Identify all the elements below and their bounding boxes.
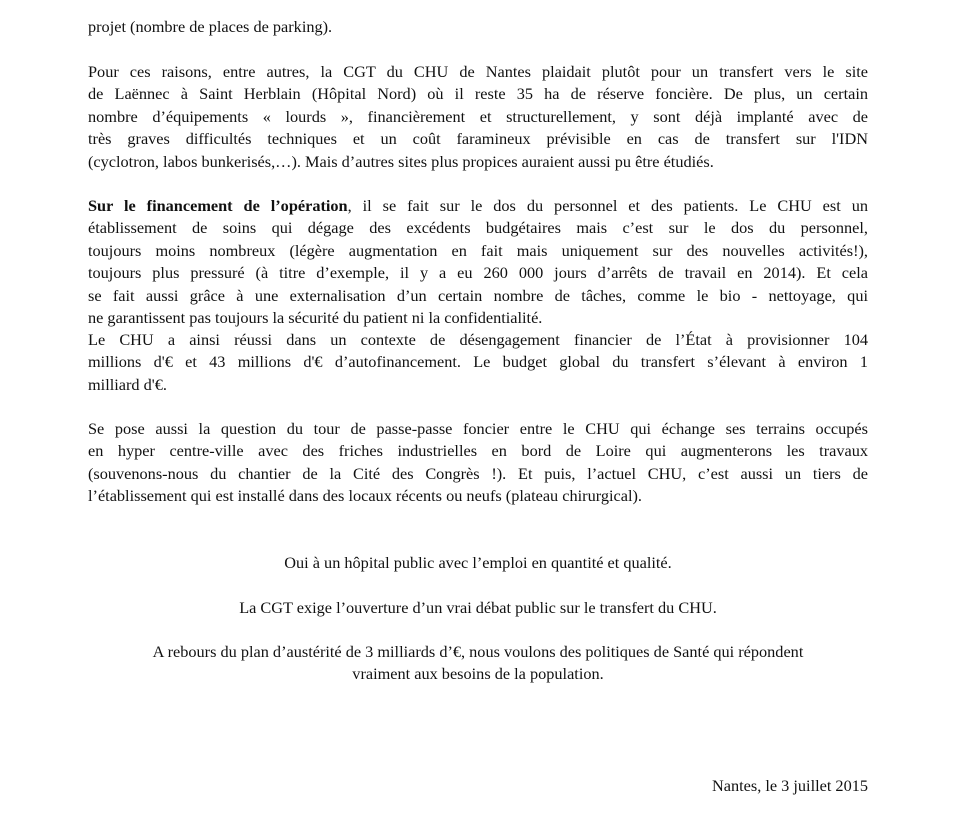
text-line: projet (nombre de places de parking). [88,17,333,36]
text-line: toujours moins nombreux (légère augmentation en fait mais uniquement sur des nouvelles activités!), [88,240,868,260]
text-line: établissement de soins qui dégage des excédents budgétaires mais c’est sur le dos du personnel, [88,218,868,238]
text-line: de Laënnec à Saint Herblain (Hôpital Nord) où il reste 35 ha de réserve foncière. De plus, un certain [88,84,868,104]
bold-heading: Sur le financement de l’opération [88,196,348,215]
text-line: l’établissement qui est installé dans des locaux récents ou neufs (plateau chirurgical). [88,486,642,506]
text-fragment: , il se fait sur le dos du personnel et des patients. Le CHU est un [347,196,868,215]
text-line: (cyclotron, labos bunkerisés,…). Mais d’autres sites plus propices auraient aussi pu être étudiés. [88,151,714,171]
text-line: se fait aussi grâce à une externalisation d’un certain nombre de tâches, comme le bio - nettoyage, qui [88,285,868,305]
paragraph-site-alternatives [88,61,868,173]
slogan-public-debate [88,597,868,619]
place-and-date [88,775,868,797]
text-line: très graves difficultés techniques et un coût faramineux prévisible en cas de transfert sur l'IDN [88,129,868,149]
text-line: A rebours du plan d’austérité de 3 milliards d’€, nous voulons des politiques de Santé qui répondent [152,642,804,661]
text-line: en hyper centre-ville avec des friches industrielles en bord de Loire qui augmenterons les travaux [88,441,868,461]
text-line: Le CHU a ainsi réussi dans un contexte de désengagement financier de l’État à provisionner 104 [88,330,868,349]
paragraph-budget [88,329,868,396]
paragraph-land-swap [88,418,868,508]
slogan-austerity [88,641,868,686]
text-line: vraiment aux besoins de la population. [352,664,604,684]
text-line: Nantes, le 3 juillet 2015 [712,776,868,795]
paragraph-continuation [88,16,868,38]
text-line: Pour ces raisons, entre autres, la CGT du CHU de Nantes plaidait plutôt pour un transfert vers le site [88,62,868,81]
text-line: Se pose aussi la question du tour de passe-passe foncier entre le CHU qui échange ses terrains occupés [88,419,868,438]
text-line: ne garantissent pas toujours la sécurité du patient ni la confidentialité. [88,308,543,328]
text-line: millions d'€ et 43 millions d'€ d’autofinancement. Le budget global du transfert s’élevant à environ 1 [88,352,868,372]
paragraph-financing [88,195,868,329]
text-line: milliard d'€. [88,374,167,394]
text-line: (souvenons-nous du chantier de la Cité des Congrès !). Et puis, l’actuel CHU, c’est aussi un tiers de [88,463,868,483]
text-line: Oui à un hôpital public avec l’emploi en quantité et qualité. [284,553,672,572]
text-line [88,195,868,217]
text-line: nombre d’équipements « lourds », financièrement et structurellement, y sont déjà implanté avec de [88,106,868,126]
slogan-public-hospital [88,552,868,574]
text-line: La CGT exige l’ouverture d’un vrai débat public sur le transfert du CHU. [239,598,717,617]
text-line: toujours plus pressuré (à titre d’exemple, il y a eu 260 000 jours d’arrêts de travail en 2014). Et cela [88,263,868,283]
